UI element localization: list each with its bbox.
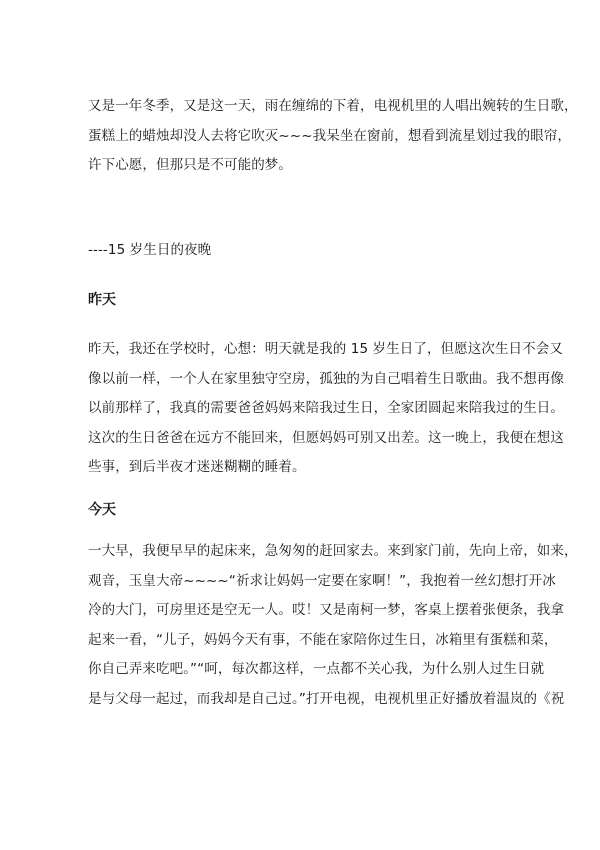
paragraph-line: 一大早，我便早早的起床来，急匆匆的赶回家去。来到家门前，先向上帝，如来， [88,543,578,559]
paragraph-line: 蛋糕上的蜡烛却没人去将它吹灭~~~我呆坐在窗前，想看到流星划过我的眼帘， [88,128,572,144]
paragraph-line: 这次的生日爸爸在远方不能回来，但愿妈妈可别又出差。这一晚上，我便在想这 [88,430,564,446]
paragraph-line: 昨天，我还在学校时，心想：明天就是我的 15 岁生日了，但愿这次生日不会又 [88,341,563,357]
subtitle: ----15 岁生日的夜晚 [88,242,212,258]
section-heading-yesterday: 昨天 [88,292,116,308]
paragraph-line: 些事，到后半夜才迷迷糊糊的睡着。 [88,459,306,475]
paragraph-line: 是与父母一起过，而我却是自己过。”打开电视，电视机里正好播放着温岚的《祝 [88,691,565,707]
paragraph-line: 像以前一样，一个人在家里独守空房，孤独的为自己唱着生日歌曲。我不想再像 [88,371,564,387]
paragraph-line: 起来一看，“儿子，妈妈今天有事，不能在家陪你过生日，冰箱里有蛋糕和菜， [88,632,558,648]
paragraph-line: 又是一年冬季，又是这一天，雨在缠绵的下着，电视机里的人唱出婉转的生日歌， [88,98,578,114]
paragraph-line: 观音，玉皇大帝~~~~“祈求让妈妈一定要在家啊！”，我抱着一丝幻想打开冰 [88,573,556,589]
paragraph-line: 你自己弄来吃吧。”“呵，每次都这样，一点都不关心我，为什么别人过生日就 [88,661,545,677]
paragraph-line: 许下心愿，但那只是不可能的梦。 [88,157,292,173]
paragraph-line: 以前那样了，我真的需要爸爸妈妈来陪我过生日，全家团圆起来陪我过的生日。 [88,400,564,416]
section-heading-today: 今天 [88,502,116,518]
paragraph-line: 冷的大门，可房里还是空无一人。哎！又是南柯一梦，客桌上摆着张便条，我拿 [88,602,564,618]
